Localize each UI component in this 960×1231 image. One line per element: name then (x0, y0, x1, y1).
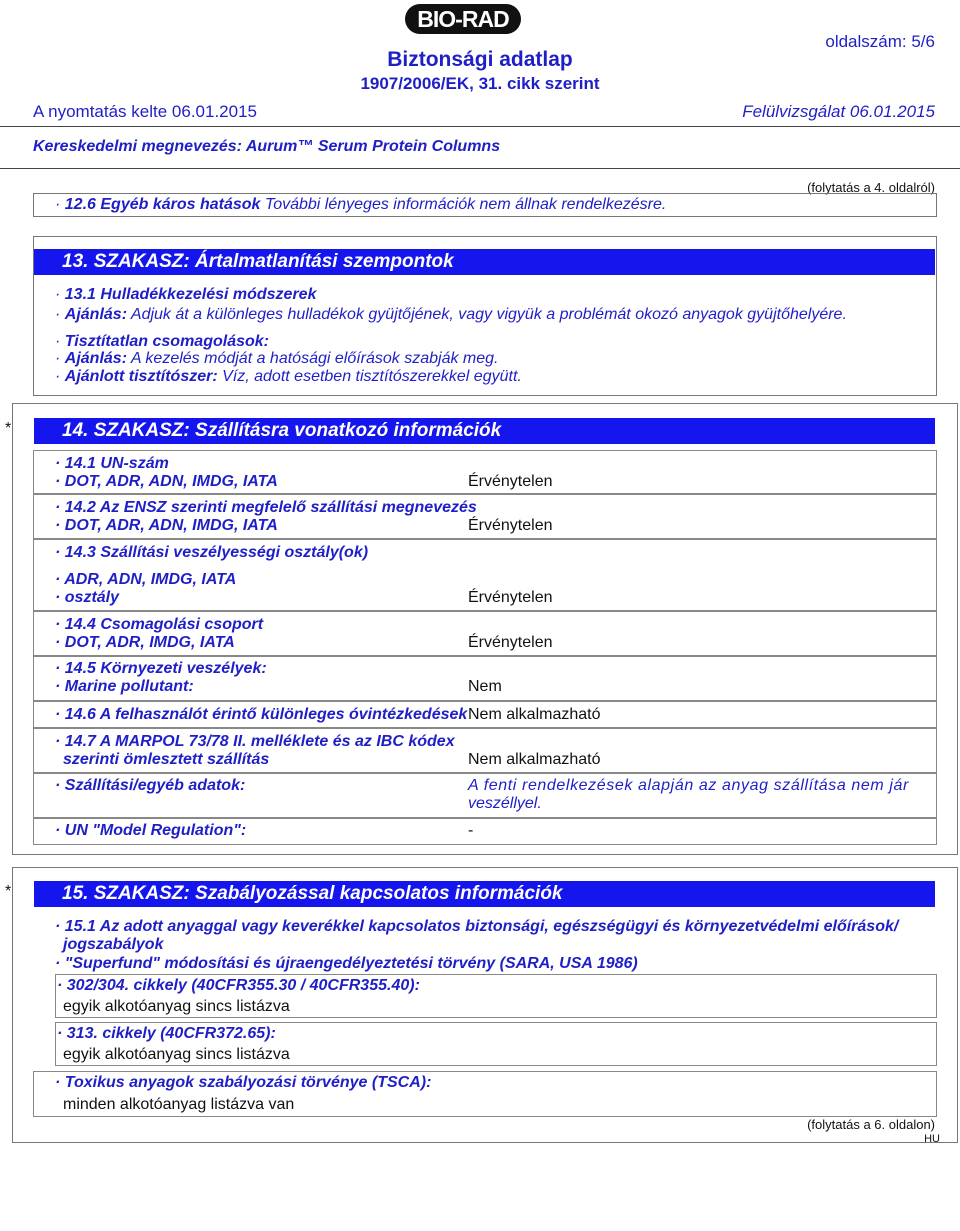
s15-l4: · 313. cikkely (40CFR372.65): (57, 1025, 276, 1042)
change-marker: * (5, 883, 12, 900)
language-code: HU (924, 1133, 940, 1145)
divider (0, 126, 960, 127)
s15-l2: · "Superfund" módosítási és újraengedélyeztetési törvény (SARA, USA 1986) (55, 955, 638, 972)
r5b: · Marine pollutant: (55, 678, 194, 695)
r8v2: veszéllyel. (468, 795, 542, 812)
r7v: Nem alkalmazható (468, 751, 601, 768)
row-divider (33, 727, 937, 729)
r8a: · Szállítási/egyéb adatok: (55, 777, 246, 794)
r4v: Érvénytelen (468, 634, 553, 651)
row-divider (33, 655, 937, 657)
r2b: · DOT, ADR, ADN, IMDG, IATA (55, 517, 278, 534)
row-divider (33, 817, 937, 819)
r6v: Nem alkalmazható (468, 706, 601, 723)
r7b: szerinti ömlesztett szállítás (63, 751, 270, 768)
s15-l5: · Toxikus anyagok szabályozási törvénye (TSCA): (55, 1074, 432, 1091)
change-marker: * (5, 420, 12, 437)
trade-name: Kereskedelmi megnevezés: Aurum™ Serum Protein Columns (33, 138, 501, 155)
document-subtitle: 1907/2006/EK, 31. cikk szerint (360, 74, 600, 93)
r8v1: A fenti rendelkezések alapján az anyag szállítása nem jár (468, 777, 909, 794)
section-12-6: · 12.6 Egyéb káros hatások További lényeges információk nem állnak rendelkezésre. (55, 196, 667, 213)
r9a: · UN "Model Regulation": (55, 822, 247, 839)
r3a: · 14.3 Szállítási veszélyességi osztály(ok) (55, 544, 369, 561)
divider (0, 168, 960, 169)
r3c: · osztály (55, 589, 120, 606)
section-13-heading: 13. SZAKASZ: Ártalmatlanítási szempontok (34, 249, 935, 275)
print-date: A nyomtatás kelte 06.01.2015 (33, 102, 257, 121)
s15-l1a: · 15.1 Az adott anyaggal vagy keverékkel kapcsolatos biztonsági, egészségügyi és környezetvédelmi előírások/ (55, 918, 899, 935)
page-number: oldalszám: 5/6 (825, 32, 935, 51)
s15-l3v: egyik alkotóanyag sincs listázva (63, 998, 290, 1015)
s15-l4v: egyik alkotóanyag sincs listázva (63, 1046, 290, 1063)
bio-rad-logo: BIO-RAD (405, 4, 521, 34)
r4b: · DOT, ADR, IMDG, IATA (55, 634, 235, 651)
row-divider (33, 610, 937, 612)
r5a: · 14.5 Környezeti veszélyek: (55, 660, 267, 677)
section-15-heading: 15. SZAKASZ: Szabályozással kapcsolatos információk (34, 881, 935, 907)
sec13-line4: · Ajánlás: A kezelés módját a hatósági előírások szabják meg. (55, 350, 499, 367)
r2a: · 14.2 Az ENSZ szerinti megfelelő szállítási megnevezés (55, 499, 477, 516)
s15-l1b: jogszabályok (63, 936, 164, 953)
sec13-line3: · Tisztítatlan csomagolások: (55, 333, 269, 350)
r1b: · DOT, ADR, ADN, IMDG, IATA (55, 473, 278, 490)
r3v: Érvénytelen (468, 589, 553, 606)
s15-l3: · 302/304. cikkely (40CFR355.30 / 40CFR355.40): (57, 977, 420, 994)
r3b: · ADR, ADN, IMDG, IATA (55, 571, 237, 588)
document-title: Biztonsági adatlap (387, 48, 573, 71)
r1a: · 14.1 UN-szám (55, 455, 169, 472)
row-divider (33, 772, 937, 774)
section-14-heading: 14. SZAKASZ: Szállításra vonatkozó információk (34, 418, 935, 444)
sec13-line2: · Ajánlás: Adjuk át a különleges hulladékok gyüjtőjének, vagy vigyük a problémát okozó anyagok gyüjtőhelyére. (55, 306, 847, 323)
s15-l5v: minden alkotóanyag listázva van (63, 1096, 295, 1113)
row-divider (33, 538, 937, 540)
r5v: Nem (468, 678, 502, 695)
r2v: Érvénytelen (468, 517, 553, 534)
sec13-line5: · Ajánlott tisztítószer: Víz, adott esetben tisztítószerekkel együtt. (55, 368, 522, 385)
sec13-line1: · 13.1 Hulladékkezelési módszerek (55, 286, 317, 303)
revision-date: Felülvizsgálat 06.01.2015 (742, 102, 935, 121)
row-divider (33, 493, 937, 495)
row-divider (33, 700, 937, 702)
r9v: - (468, 822, 474, 839)
r4a: · 14.4 Csomagolási csoport (55, 616, 264, 633)
continued-to: (folytatás a 6. oldalon) (807, 1117, 935, 1132)
r1v: Érvénytelen (468, 473, 553, 490)
continued-from: (folytatás a 4. oldalról) (807, 180, 935, 195)
r6a: · 14.6 A felhasználót érintő különleges óvintézkedések (55, 706, 468, 723)
r7a: · 14.7 A MARPOL 73/78 II. melléklete és az IBC kódex (55, 733, 455, 750)
